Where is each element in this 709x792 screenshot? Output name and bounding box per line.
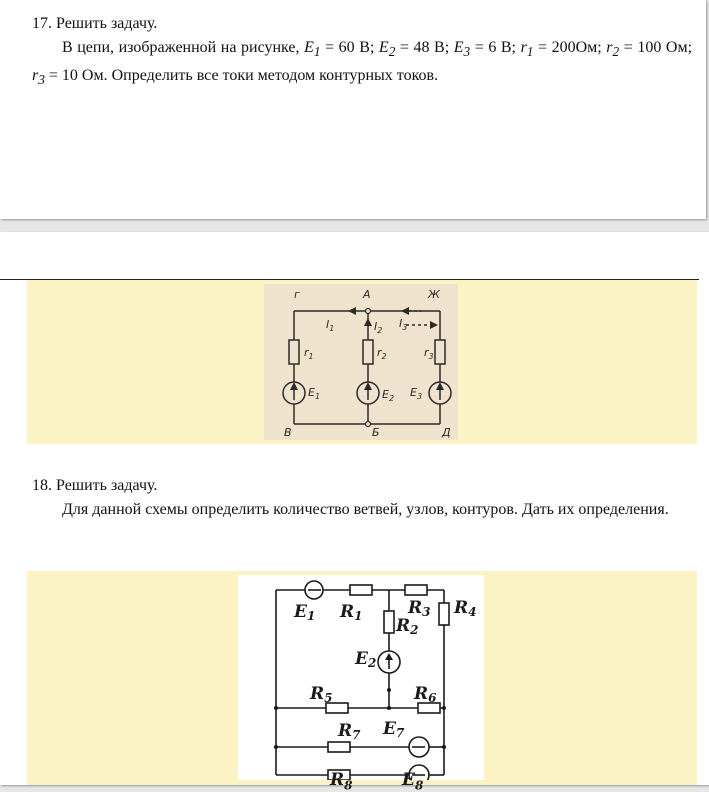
node-v-label: В [284, 426, 292, 439]
node-zh-label: Ж [428, 288, 440, 301]
current-I3-label: $I_3$ [399, 317, 408, 332]
figure-18-circuit [238, 575, 484, 780]
node-b-label: Б [372, 426, 380, 439]
document-page-1 [0, 0, 706, 219]
E1-label: $E_1$ [308, 386, 321, 401]
task-17-body: В цепи, изображенной на рисунке, $E_1 = 60$ В; $E_2 = 48$ В; $E_3 = 6$ В; $r_1 = 200Ом$; $r_2 = 100$ Ом; $r_3 = 10$ Ом. Определить все токи методом контурных токов. [32, 39, 693, 88]
current-I1-label: $I_1$ [326, 318, 335, 333]
E8-label: $E_8$ [402, 770, 424, 792]
current-I2-label: $I_2$ [374, 320, 383, 335]
figure-17-photo [264, 284, 458, 440]
R2-label: R2 [396, 616, 419, 637]
task-18-text [32, 474, 692, 522]
E2-label: E2 [355, 649, 377, 670]
E3-label: $E_3$ [410, 386, 423, 401]
task-18-heading: 18. Решить задачу. [32, 477, 158, 494]
r1-label: $r_1$ [304, 346, 314, 361]
figure-17-circuit [264, 284, 458, 440]
E2-label: $E_2$ [382, 388, 395, 403]
r2-label: $r_2$ [377, 346, 387, 361]
R4-label: R4 [454, 598, 477, 619]
node-d-label: Д [442, 426, 451, 439]
document-page-2 [0, 232, 709, 792]
E7-label: E7 [383, 719, 405, 740]
R6-label: R6 [414, 684, 437, 705]
R5-label: R5 [310, 684, 333, 705]
task-18-body: Для данной схемы определить количество ветвей, узлов, контуров. Дать их определения. [62, 501, 669, 518]
R8-label: $R_8$ [330, 770, 353, 792]
node-g-label: г [294, 288, 300, 301]
task-17-heading: 17. Решить задачу. [32, 15, 158, 32]
R3-label: R3 [408, 598, 431, 619]
figure-18-paper [238, 575, 484, 780]
r3-label: $r_3$ [424, 346, 434, 361]
E1-label: E1 [294, 602, 316, 623]
R7-label: R7 [338, 721, 361, 742]
task-17-text [32, 12, 692, 92]
R1-label: R1 [340, 602, 363, 623]
node-a-label: А [363, 288, 371, 301]
